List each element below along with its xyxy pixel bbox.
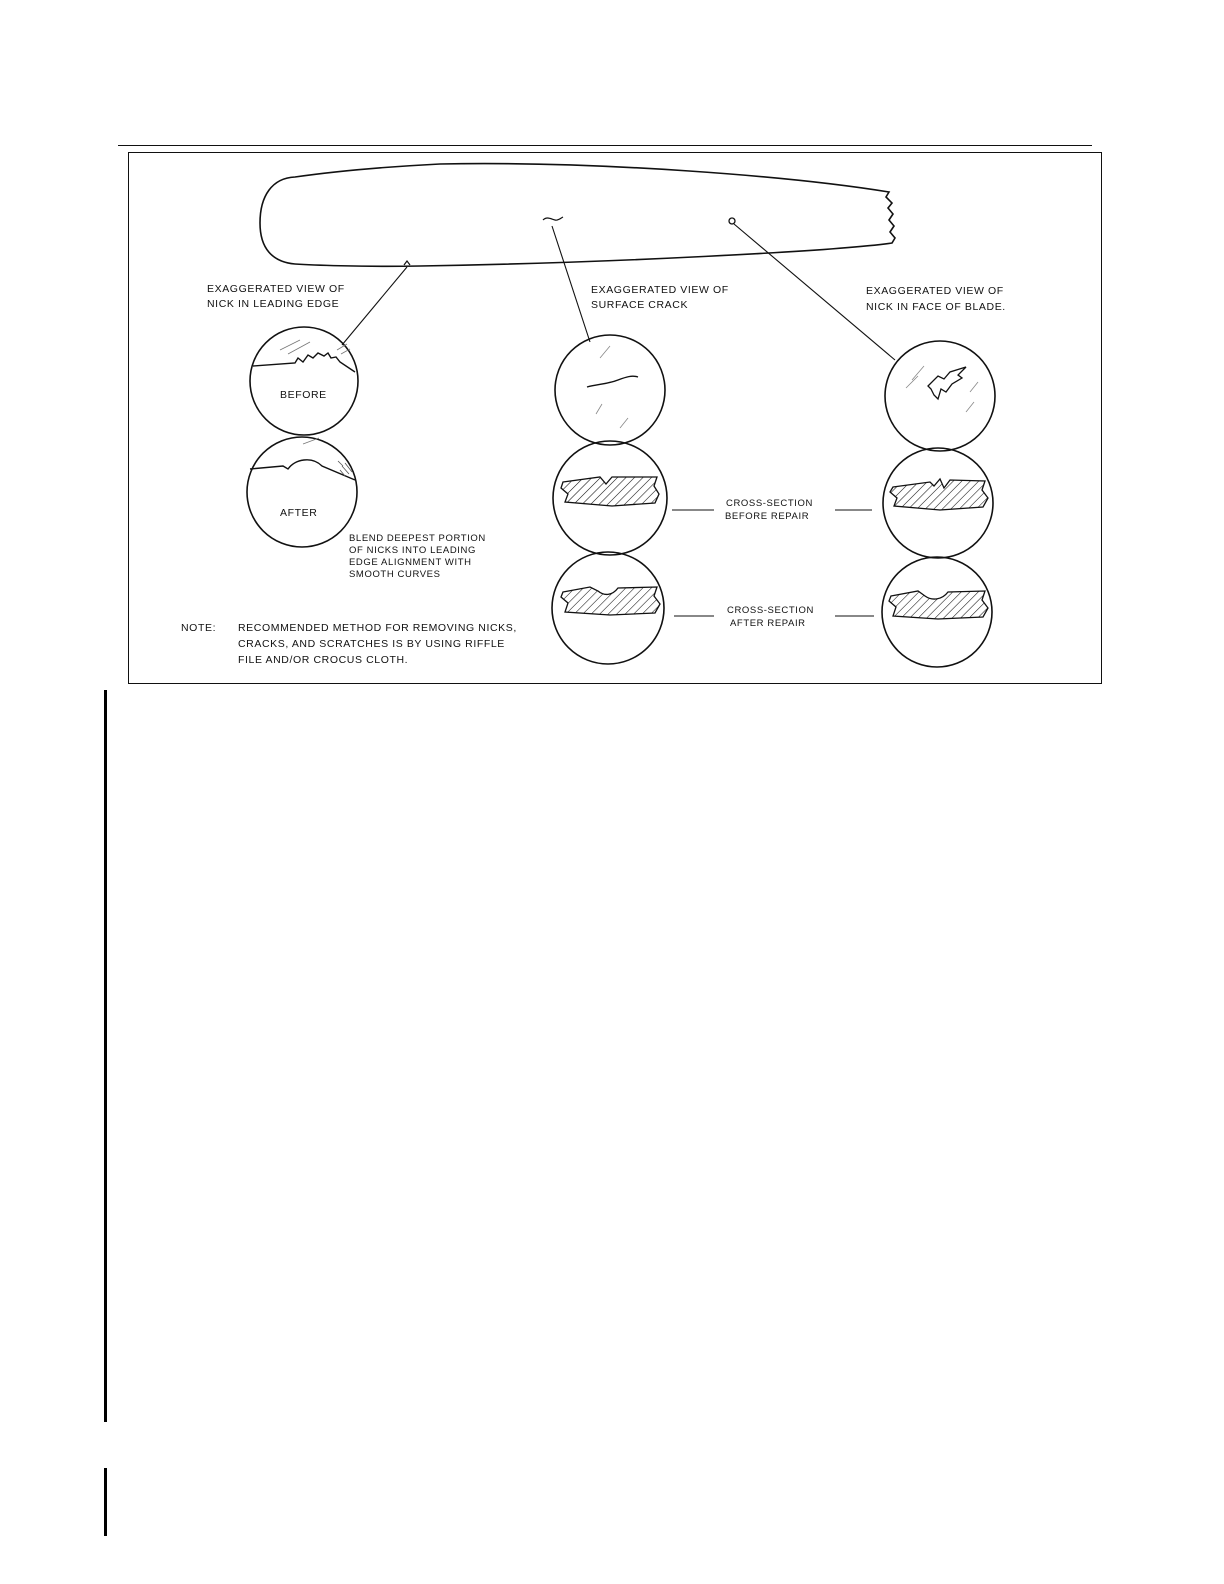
cross-section-after-line1: CROSS-SECTION xyxy=(727,605,814,616)
leader-line-surface-crack xyxy=(552,226,590,342)
blend-instruction-line1: BLEND DEEPEST PORTION xyxy=(349,533,486,544)
blend-instruction-line2: OF NICKS INTO LEADING xyxy=(349,545,476,556)
change-bar-lower xyxy=(104,1468,107,1536)
note-text-line2: CRACKS, AND SCRATCHES IS BY USING RIFFLE xyxy=(238,638,505,650)
leading-edge-before-view xyxy=(250,327,358,435)
leading-edge-nick-mark xyxy=(404,261,410,265)
cross-section-before-line1: CROSS-SECTION xyxy=(726,498,813,509)
surface-crack-label-line2: SURFACE CRACK xyxy=(591,299,689,311)
note-text-line1: RECOMMENDED METHOD FOR REMOVING NICKS, xyxy=(238,622,517,634)
blend-instruction-line3: EDGE ALIGNMENT WITH xyxy=(349,557,472,568)
face-nick-label-line2: NICK IN FACE OF BLADE. xyxy=(866,301,1006,313)
surface-crack-cross-section-before xyxy=(553,441,667,555)
face-nick-label-line1: EXAGGERATED VIEW OF xyxy=(866,285,1004,297)
leading-edge-label-line2: NICK IN LEADING EDGE xyxy=(207,298,340,310)
face-nick-cross-section-before xyxy=(883,448,993,558)
face-nick-top-view xyxy=(885,341,995,451)
blade-repair-diagram xyxy=(0,0,1224,700)
surface-crack-label-line1: EXAGGERATED VIEW OF xyxy=(591,284,729,296)
leader-line-leading-edge xyxy=(342,267,407,345)
face-nick-cross-section-after xyxy=(882,557,992,667)
surface-crack-mark xyxy=(543,217,563,220)
cross-section-before-line2: BEFORE REPAIR xyxy=(725,511,810,522)
note-label: NOTE: xyxy=(181,622,217,634)
before-label: BEFORE xyxy=(280,389,327,401)
leading-edge-label-line1: EXAGGERATED VIEW OF xyxy=(207,283,345,295)
surface-crack-top-view xyxy=(555,335,665,445)
leading-edge-after-view xyxy=(247,437,357,547)
propeller-blade-outline xyxy=(260,164,895,267)
cross-section-after-line2: AFTER REPAIR xyxy=(730,618,806,629)
blend-instruction-line4: SMOOTH CURVES xyxy=(349,569,441,580)
surface-crack-cross-section-after xyxy=(552,552,664,664)
face-nick-mark xyxy=(729,218,735,224)
change-bar-upper xyxy=(104,690,107,1422)
after-label: AFTER xyxy=(280,507,318,519)
note-text-line3: FILE AND/OR CROCUS CLOTH. xyxy=(238,654,409,666)
